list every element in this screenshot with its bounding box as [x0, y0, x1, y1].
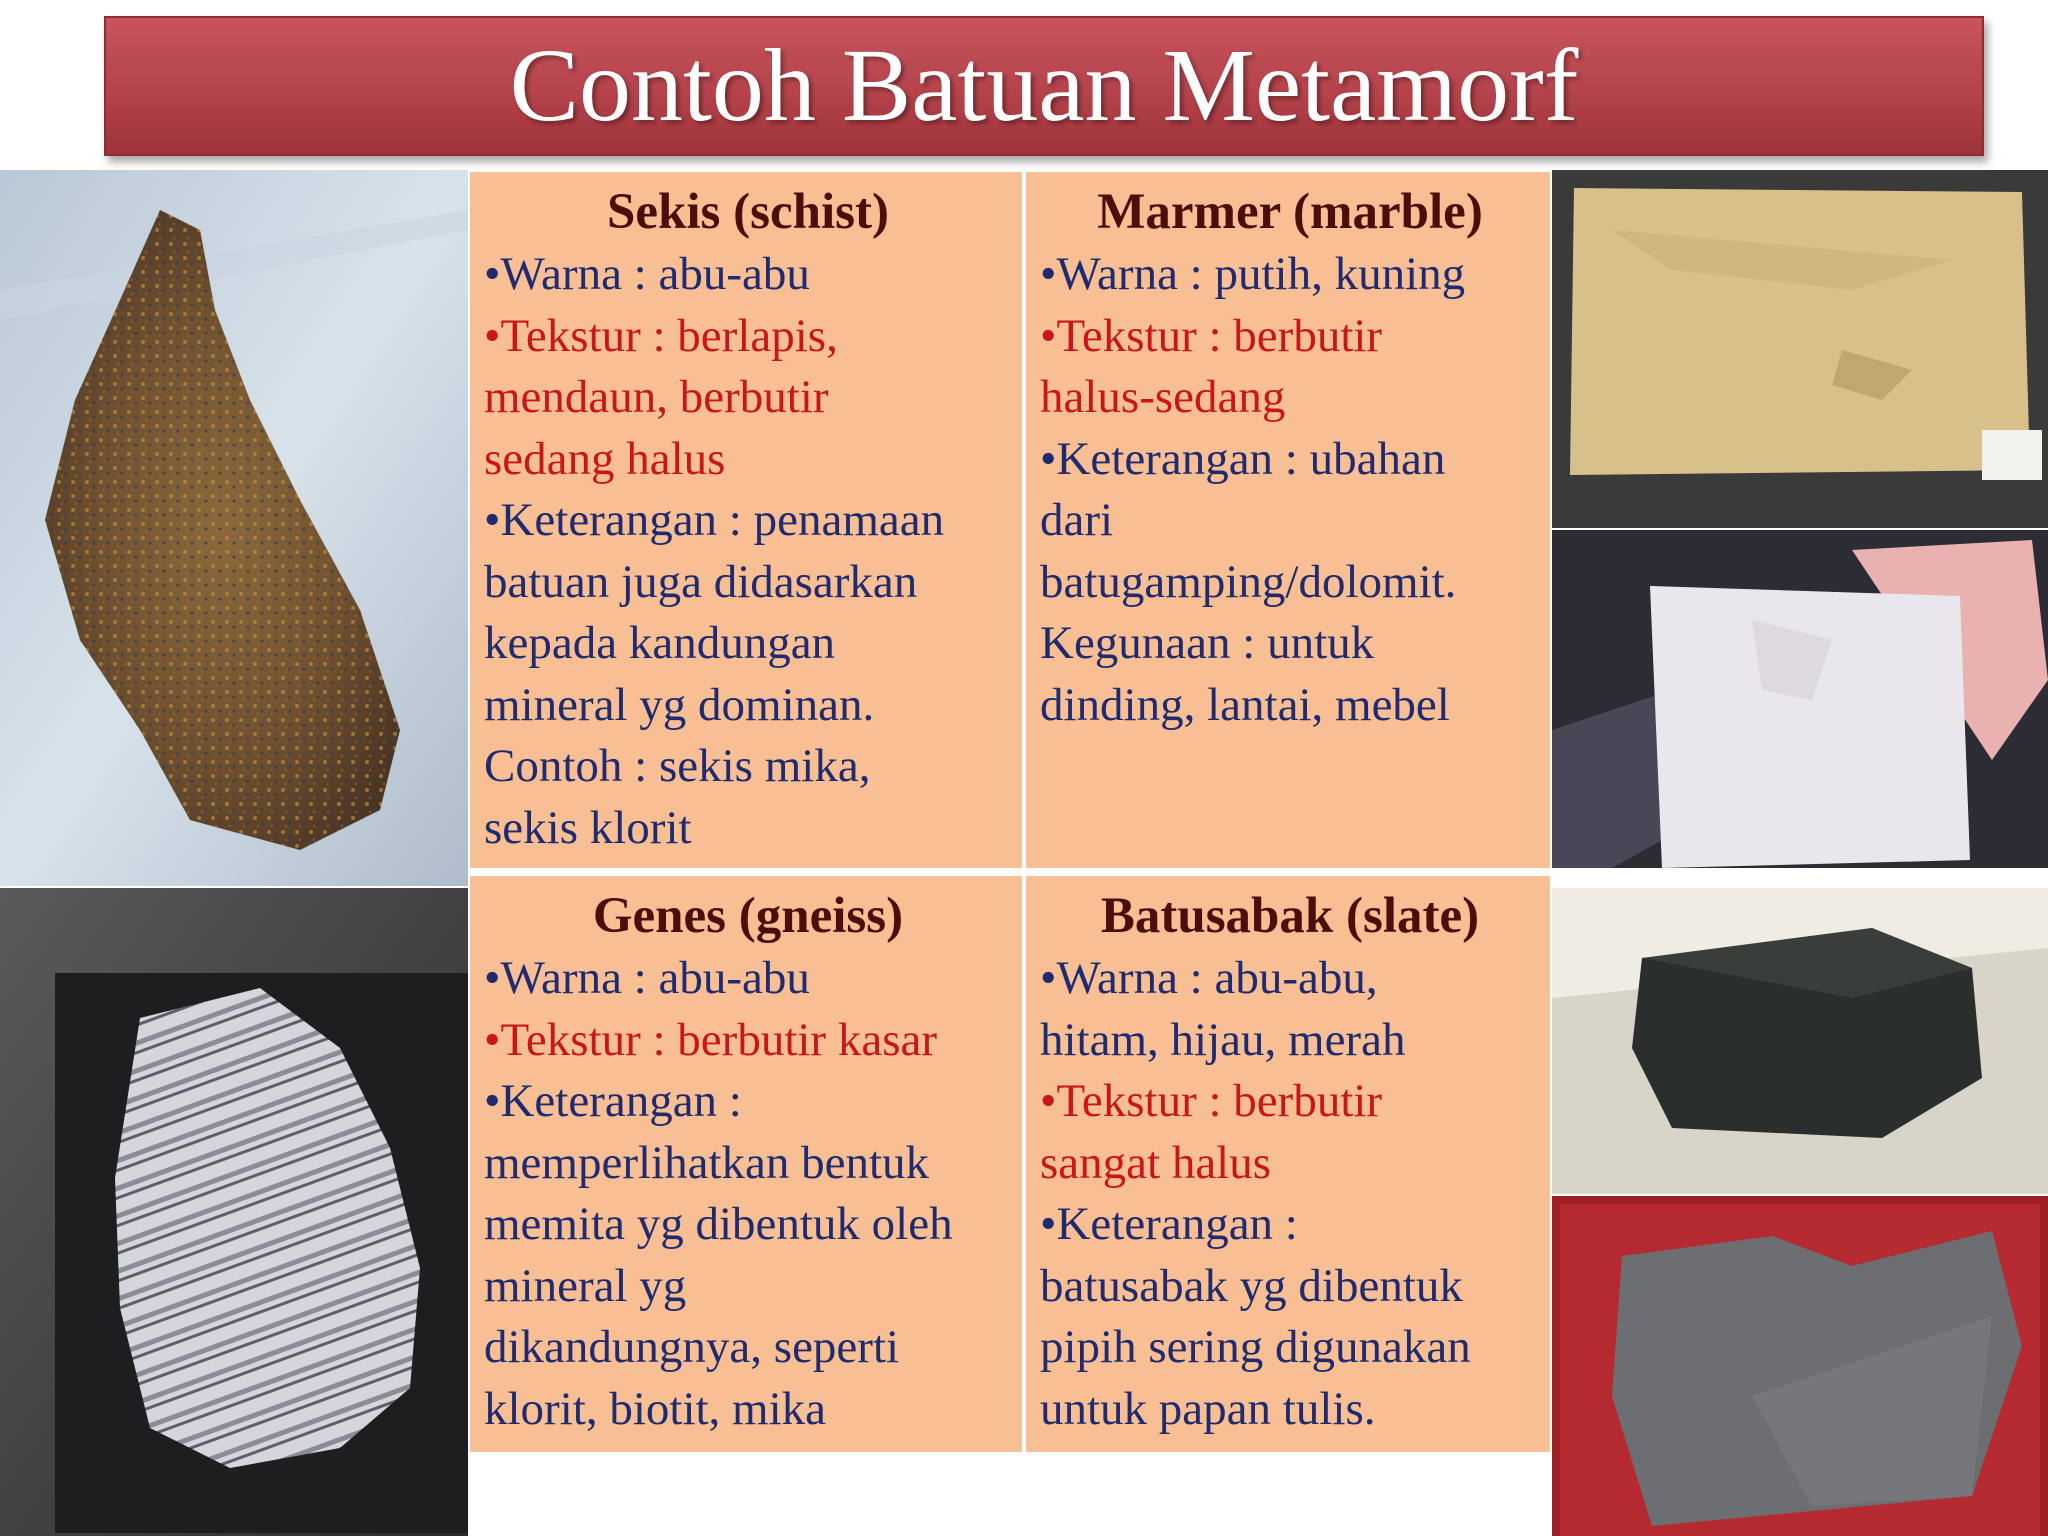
schist-line-8: mineral yg dominan. — [484, 678, 875, 731]
schist-heading: Sekis (schist) — [607, 184, 889, 240]
slide-title: Contoh Batuan Metamorf — [509, 28, 1579, 143]
schist-line-5: •Keterangan : penamaan — [484, 494, 945, 546]
gneiss-line-5: memita yg dibentuk oleh — [484, 1198, 953, 1250]
slate-black-photo — [1552, 888, 2048, 1194]
marble-card — [1026, 172, 1550, 868]
schist-line-9: Contoh : sekis mika, — [484, 740, 871, 792]
marble-block-photo — [1552, 530, 2048, 868]
marble-line-3: halus-sedang — [1040, 371, 1286, 423]
slate-line-8: untuk papan tulis. — [1040, 1382, 1376, 1435]
gneiss-line-2: •Tekstur : berbutir kasar — [484, 1013, 937, 1066]
slate-line-3: •Tekstur : berbutir — [1040, 1075, 1383, 1127]
gneiss-card — [470, 876, 1022, 1452]
slate-gray-photo — [1552, 1196, 2048, 1536]
slate-line-6: batusabak yg dibentuk — [1040, 1259, 1463, 1312]
slate-line-7: pipih sering digunakan — [1040, 1321, 1471, 1373]
schist-photo — [0, 170, 468, 886]
slate-line-5: •Keterangan : — [1040, 1198, 1298, 1250]
schist-line-2: •Tekstur : berlapis, — [484, 309, 838, 362]
schist-line-7: kepada kandungan — [484, 617, 836, 669]
title-banner — [104, 16, 1984, 156]
marble-heading: Marmer (marble) — [1097, 184, 1483, 240]
marble-slab-photo — [1552, 170, 2048, 528]
gneiss-line-3: •Keterangan : — [484, 1075, 742, 1127]
slate-card — [1026, 876, 1550, 1452]
schist-line-1: •Warna : abu-abu — [484, 248, 810, 300]
schist-line-6: batuan juga didasarkan — [484, 555, 918, 608]
gneiss-line-7: dikandungnya, seperti — [484, 1321, 900, 1373]
slate-line-4: sangat halus — [1040, 1136, 1272, 1189]
marble-line-8: dinding, lantai, mebel — [1040, 678, 1450, 731]
gneiss-line-6: mineral yg — [484, 1259, 687, 1312]
schist-line-4: sedang halus — [484, 432, 726, 485]
slate-line-1: •Warna : abu-abu, — [1040, 952, 1378, 1004]
gneiss-line-1: •Warna : abu-abu — [484, 952, 810, 1004]
gneiss-heading: Genes (gneiss) — [592, 888, 904, 944]
schist-card — [470, 172, 1022, 868]
marble-line-6: batugamping/dolomit. — [1040, 555, 1457, 608]
gneiss-line-4: memperlihatkan bentuk — [484, 1136, 930, 1189]
marble-line-4: •Keterangan : ubahan — [1040, 432, 1446, 485]
marble-line-5: dari — [1040, 494, 1114, 546]
gneiss-photo — [0, 888, 468, 1536]
marble-line-7: Kegunaan : untuk — [1040, 617, 1375, 669]
schist-line-3: mendaun, berbutir — [484, 371, 829, 423]
marble-line-1: •Warna : putih, kuning — [1040, 248, 1466, 300]
gneiss-line-8: klorit, biotit, mika — [484, 1382, 827, 1435]
schist-line-10: sekis klorit — [484, 801, 692, 854]
slate-heading: Batusabak (slate) — [1100, 888, 1480, 944]
slate-line-2: hitam, hijau, merah — [1040, 1013, 1406, 1066]
marble-line-2: •Tekstur : berbutir — [1040, 309, 1383, 362]
